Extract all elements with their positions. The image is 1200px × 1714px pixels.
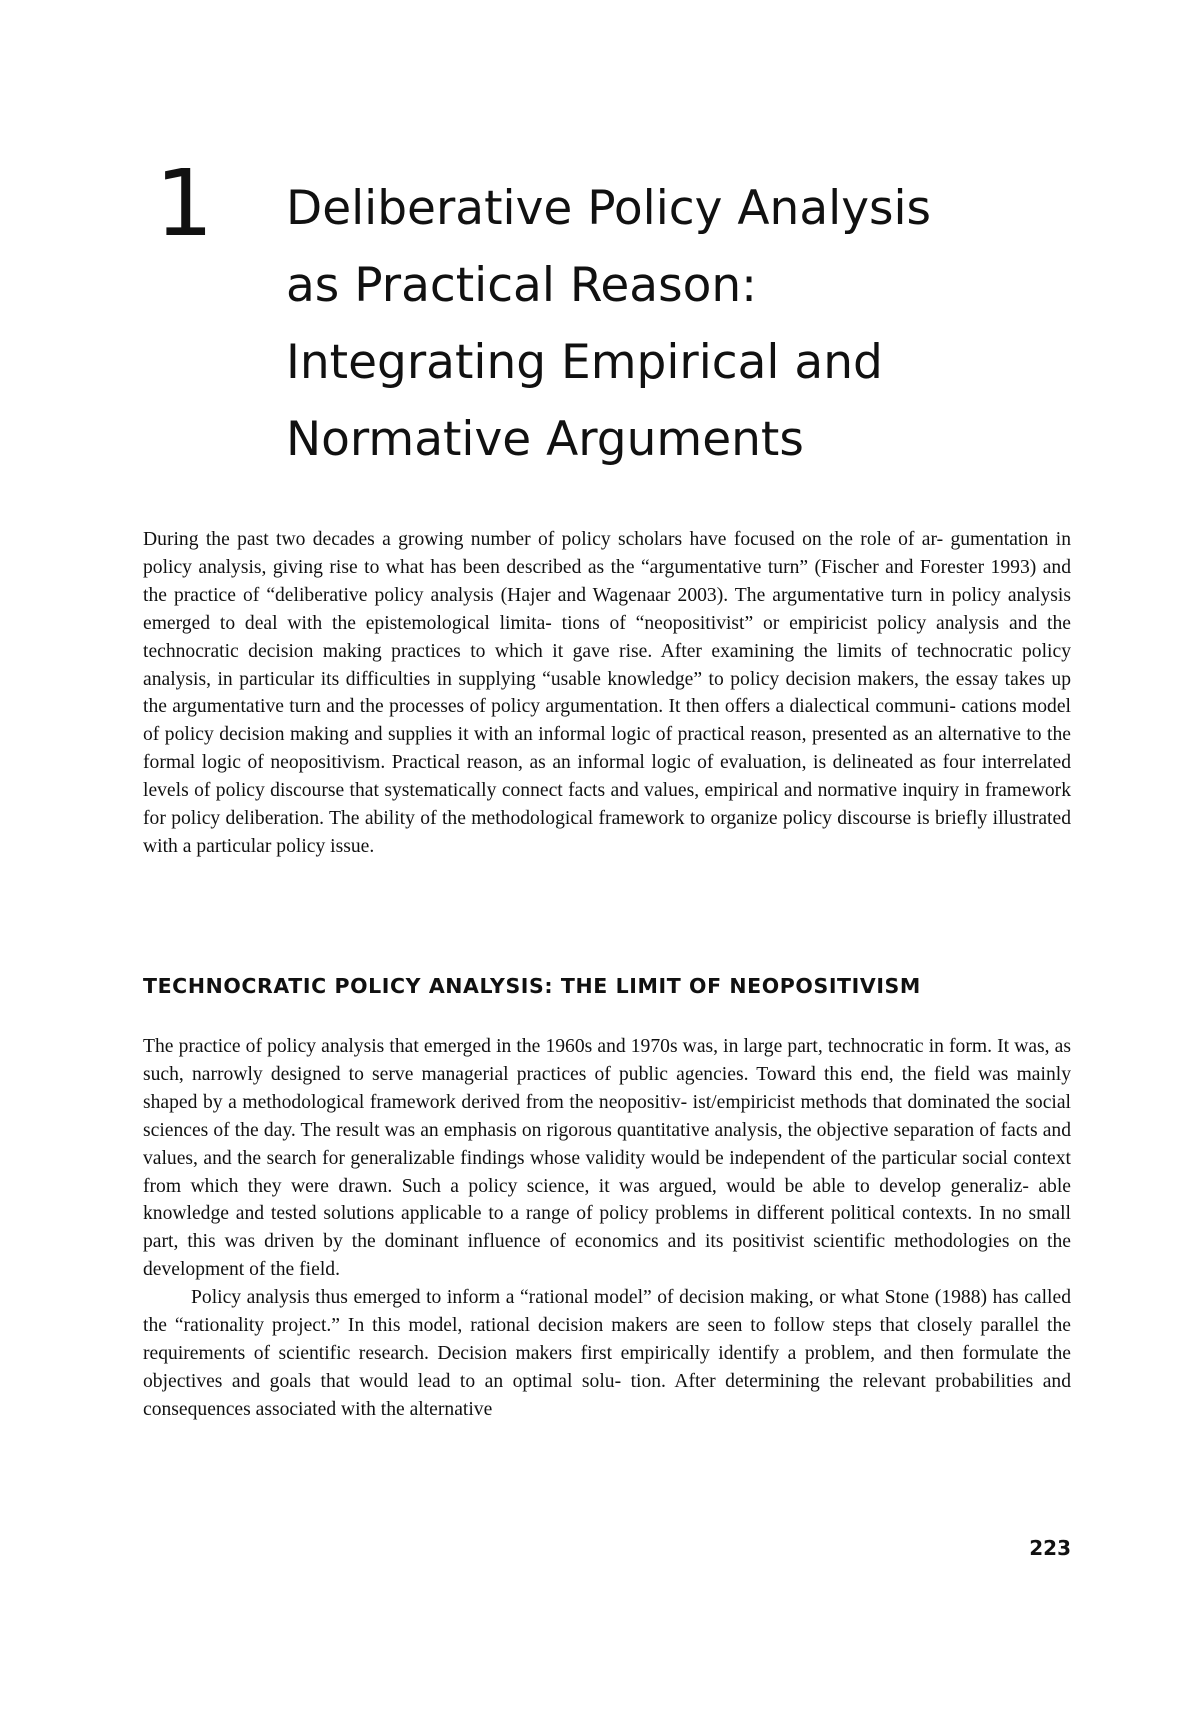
- chapter-abstract: During the past two decades a growing number of policy scholars have focused on the role of ar- gumentation in policy analysis, giving rise to what has been described as the “argumentative turn” (Fischer and Forester 1993) and the practice of “deliberative policy analysis (Hajer and Wagenaar 2003). The argumentative turn in policy analysis emerged to deal with the epistemological limita- tions of “neopositivist” or empiricist policy analysis and the technocratic decision making practices to which it gave rise. After examining the limits of technocratic policy analysis, in particular its difficulties in supplying “usable knowledge” to policy decision makers, the essay takes up the argumentative turn and the processes of policy argumentation. It then offers a dialectical communi- cations model of policy decision making and supplies it with an informal logic of practical reason, presented as an alternative to the formal logic of neopositivism. Practical reason, as an informal logic of evaluation, is delineated as four interrelated levels of policy discourse that systematically connect facts and values, empirical and normative inquiry in framework for policy deliberation. The ability of the methodological framework to organize policy discourse is briefly illustrated with a particular policy issue.: [143, 529, 1071, 857]
- section-body: [143, 1033, 1071, 1424]
- chapter-number: 1: [155, 150, 214, 257]
- section-heading: TECHNOCRATIC POLICY ANALYSIS: THE LIMIT OF NEOPOSITIVISM: [143, 974, 921, 998]
- chapter-title-line: Deliberative Policy Analysis: [286, 181, 932, 236]
- body-paragraph: The practice of policy analysis that emerged in the 1960s and 1970s was, in large part, technocratic in form. It was, as such, narrowly designed to serve managerial practices of public agencies. Toward this end, the field was mainly shaped by a methodological framework derived from the neopositiv- ist/empiricist methods that dominated the social sciences of the day. The result was an emphasis on rigorous quantitative analysis, the objective separation of facts and values, and the search for generalizable findings whose validity would be independent of the particular social context from which they were drawn. Such a policy science, it was argued, would be able to develop generaliz- able knowledge and tested solutions applicable to a range of policy problems in different political contexts. In no small part, this was driven by the dominant influence of economics and its positivist scientific methodologies on the development of the field.: [143, 1036, 1071, 1281]
- page-number: 223: [1029, 1536, 1071, 1560]
- chapter-title-line: Normative Arguments: [286, 412, 804, 467]
- chapter-title-line: as Practical Reason:: [286, 258, 757, 313]
- chapter-title-line: Integrating Empirical and: [286, 335, 883, 390]
- chapter-title: [286, 170, 1046, 478]
- body-paragraph: Policy analysis thus emerged to inform a “rational model” of decision making, or what Stone (1988) has called the “rationality project.” In this model, rational decision makers are seen to follow steps that closely parallel the requirements of scientific research. Decision makers first empirically identify a problem, and then formulate the objectives and goals that would lead to an optimal solu- tion. After determining the relevant probabilities and consequences associated with the alternative: [143, 1287, 1071, 1420]
